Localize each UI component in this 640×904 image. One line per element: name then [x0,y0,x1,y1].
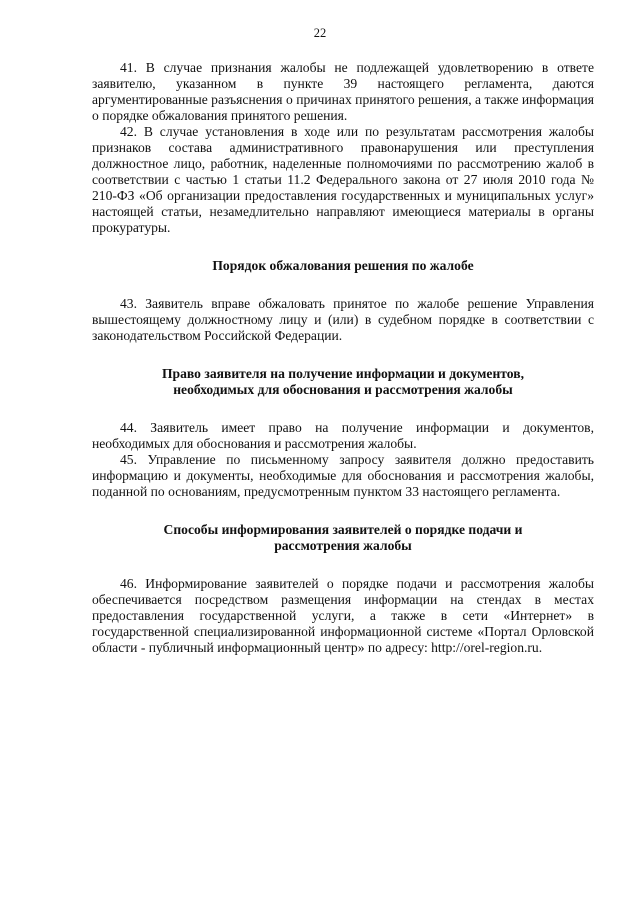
paragraph-44: 44. Заявитель имеет право на получение информации и документов, необходимых для обоснования и рассмотрения жалобы. [92,420,594,451]
heading-right-to-information-line-1: Право заявителя на получение информации и документов, [161,366,524,381]
heading-informing-applicants-line-2: рассмотрения жалобы [274,538,412,553]
heading-informing-applicants [92,522,594,554]
heading-right-to-information [92,366,594,398]
paragraph-41: 41. В случае признания жалобы не подлежащей удовлетворению в ответе заявителю, указанном в пункте 39 настоящего регламента, даются аргументированные разъяснения о причинах принятого решения, а также информация о порядке обжалования принятого решения. [92,60,594,123]
heading-informing-applicants-line-1: Способы информирования заявителей о порядке подачи и [163,522,523,537]
heading-appeal-decision: Порядок обжалования решения по жалобе [212,258,474,273]
paragraph-43: 43. Заявитель вправе обжаловать принятое по жалобе решение Управления вышестоящему должностному лицу и (или) в судебном порядке в соответствии с законодательством Российской Федерации. [92,296,594,343]
heading-right-to-information-line-2: необходимых для обоснования и рассмотрения жалобы [173,382,513,397]
paragraph-46: 46. Информирование заявителей о порядке подачи и рассмотрения жалобы обеспечивается посредством размещения информации на стендах в местах предоставления государственной услуги, а также в сети «Интернет» в государственной специализированной информационной системе «Портал Орловской области - публичный информационный центр» по адресу: http://orel-region.ru. [92,576,594,655]
page-number: 22 [313,26,327,40]
paragraph-45: 45. Управление по письменному запросу заявителя должно предоставить информацию и документы, необходимые для обоснования и рассмотрения жалобы, поданной по основаниям, предусмотренным пунктом 33 настоящего регламента. [92,452,594,499]
document-body [92,60,594,656]
paragraph-42: 42. В случае установления в ходе или по результатам рассмотрения жалобы признаков состава административного правонарушения или преступления должностное лицо, работник, наделенные полномочиями по рассмотрению жалоб в соответствии с частью 1 статьи 11.2 Федерального закона от 27 июля 2010 года № 210-ФЗ «Об организации предоставления государственных и муниципальных услуг» настоящей статьи, незамедлительно направляют имеющиеся материалы в органы прокуратуры. [92,124,594,235]
